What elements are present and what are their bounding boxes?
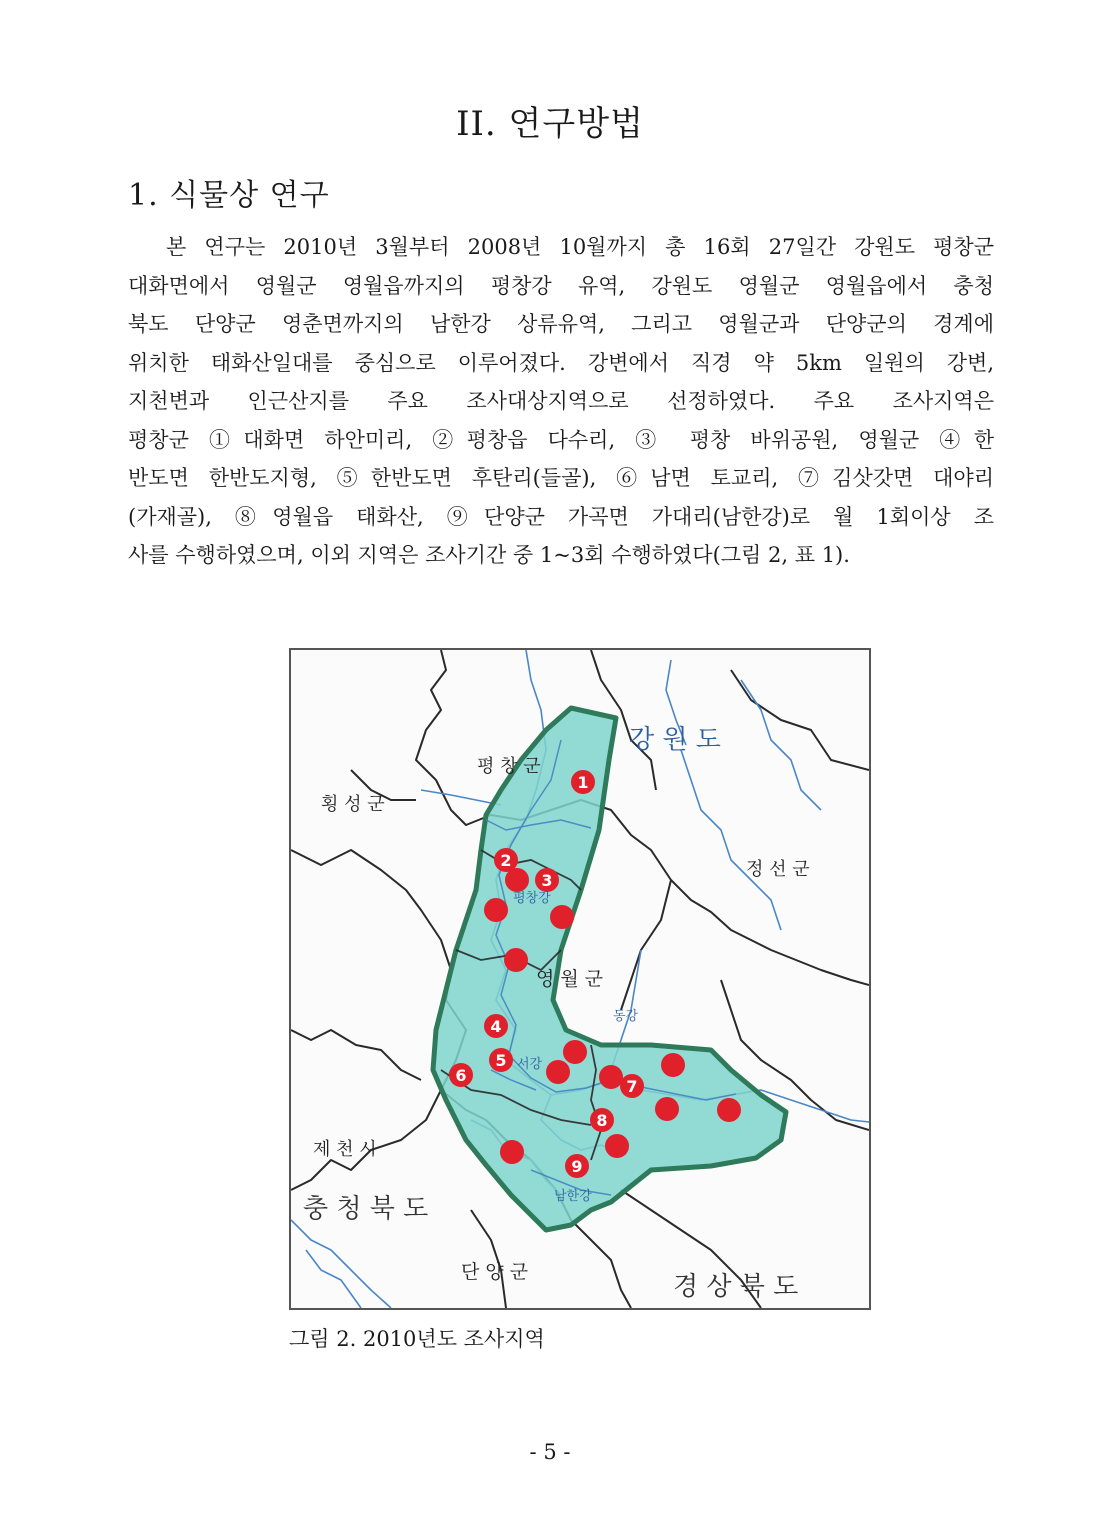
site-marker bbox=[505, 868, 529, 892]
section-title: 1. 식물상 연구 bbox=[128, 178, 330, 213]
paragraph-line: 대화면에서 영월군 영월읍까지의 평창강 유역, 강원도 영월군 영월읍에서 충청 bbox=[128, 273, 994, 298]
paragraph-line: 지천변과 인근산지를 주요 조사대상지역으로 선정하였다. 주요 조사지역은 bbox=[128, 389, 994, 413]
label-gyeongbuk: 경 상 북 도 bbox=[673, 1272, 799, 1302]
site-number-1: 1 bbox=[577, 773, 589, 792]
label-jecheon: 제 천 시 bbox=[313, 1139, 377, 1160]
label-jeongseon: 정 선 군 bbox=[746, 859, 810, 880]
body-paragraph bbox=[128, 228, 994, 575]
site-marker bbox=[504, 948, 528, 972]
paragraph-line: 위치한 태화산일대를 중심으로 이루어졌다. 강변에서 직경 약 5km 일원의 강변, bbox=[128, 350, 994, 375]
site-marker bbox=[717, 1098, 741, 1122]
site-marker bbox=[500, 1140, 524, 1164]
site-marker bbox=[605, 1134, 629, 1158]
label-pyeongchang: 평 창 군 bbox=[477, 756, 541, 777]
site-number-4: 4 bbox=[490, 1017, 502, 1036]
site-marker bbox=[599, 1065, 623, 1089]
paragraph-line: 북도 단양군 영춘면까지의 남한강 상류유역, 그리고 영월군과 단양군의 경계에 bbox=[128, 312, 994, 336]
label-gangwon: 강 원 도 bbox=[629, 725, 721, 755]
label-seo-river: 서강 bbox=[517, 1057, 543, 1072]
site-number-7: 7 bbox=[626, 1077, 638, 1096]
label-chungbuk: 충 청 북 도 bbox=[303, 1194, 429, 1224]
site-marker bbox=[484, 898, 508, 922]
site-marker bbox=[655, 1097, 679, 1121]
page-number: - 5 - bbox=[529, 1440, 571, 1464]
site-number-8: 8 bbox=[596, 1111, 608, 1130]
study-area-map bbox=[289, 648, 871, 1310]
map-svg bbox=[291, 650, 869, 1308]
site-marker bbox=[546, 1060, 570, 1084]
site-number-5: 5 bbox=[495, 1051, 507, 1070]
paragraph-line: (가재골), ⑧영월읍 태화산, ⑨단양군 가곡면 가대리(남한강)로 월 1회이상 조 bbox=[128, 504, 994, 529]
site-number-3: 3 bbox=[541, 871, 553, 890]
site-marker bbox=[550, 905, 574, 929]
paragraph-line: 평창군 ①대화면 하안미리, ②평창읍 다수리, ③ 평창 바위공원, 영월군 ④한 bbox=[128, 427, 994, 452]
label-danyang: 단 양 군 bbox=[461, 1261, 529, 1283]
site-number-6: 6 bbox=[455, 1066, 467, 1085]
label-yeongwol: 영 월 군 bbox=[536, 968, 604, 990]
paragraph-line: 사를 수행하였으며, 이외 지역은 조사기간 중 1~3회 수행하였다(그림 2, 표 1). bbox=[128, 543, 850, 567]
site-number-9: 9 bbox=[571, 1157, 583, 1176]
paragraph-line: 반도면 한반도지형, ⑤한반도면 후탄리(들골), ⑥남면 토교리, ⑦김삿갓면 대야리 bbox=[128, 466, 994, 490]
label-pyeongchang-river: 평창강 bbox=[513, 891, 551, 906]
label-hoengseong: 횡 성 군 bbox=[321, 794, 385, 815]
label-dong-river: 동강 bbox=[613, 1009, 639, 1024]
site-marker bbox=[563, 1040, 587, 1064]
label-namhan-river: 남한강 bbox=[554, 1189, 592, 1204]
paragraph-line: 본 연구는 2010년 3월부터 2008년 10월까지 총 16회 27일간 강원도 평창군 bbox=[166, 235, 994, 259]
chapter-title: II. 연구방법 bbox=[456, 104, 644, 144]
site-number-2: 2 bbox=[500, 851, 512, 870]
site-marker bbox=[661, 1053, 685, 1077]
figure-caption: 그림 2. 2010년도 조사지역 bbox=[289, 1327, 545, 1351]
